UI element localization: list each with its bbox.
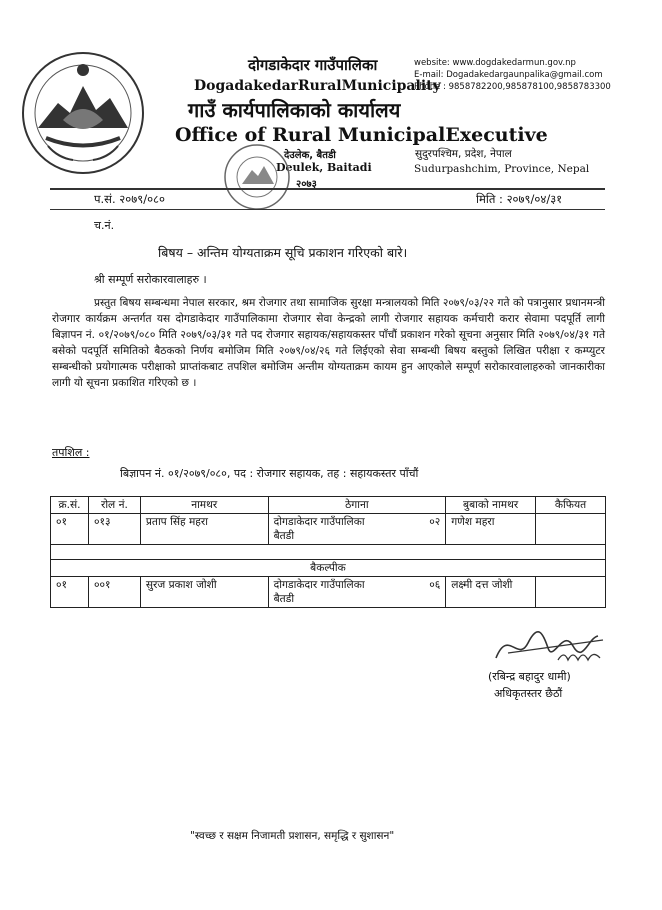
table-row (51, 514, 606, 545)
col-header-roll: रोल नं. (88, 497, 140, 514)
signatory-title: अधिकृतस्तर छैठौं (494, 687, 563, 700)
location-en: Deulek, Baitadi (276, 161, 372, 174)
table-row (51, 577, 606, 608)
nepal-emblem-icon (18, 48, 148, 178)
cell-address (268, 514, 446, 545)
col-header-sn: क्र.सं. (51, 497, 89, 514)
alternate-label-row (51, 560, 606, 577)
cell-address (268, 577, 446, 608)
cell-remarks (536, 514, 606, 545)
col-header-father: बुबाको नामथर (446, 497, 536, 514)
cell-sn: ०१ (51, 577, 89, 608)
chalani-number: च.नं. (94, 219, 115, 232)
col-header-remarks: कैफियत (536, 497, 606, 514)
salutation: श्री सम्पूर्ण सरोकारवालाहरु । (94, 273, 207, 286)
body-paragraph: प्रस्तुत बिषय सम्बन्धमा नेपाल सरकार, श्रम रोजगार तथा सामाजिक सुरक्षा मन्त्रालयको मिति २०७९/०३/२२ गते को पत्रानुसार प्रधानमन्त्री रोजगार कार्यक्रम अन्तर्गत यस दोगडाकेदार गाउँपालिकामा रोजगार सेवा केन्द्रको लागी रोजगार सहायक कर्मचारी करार सेवामा पदपूर्ति लागी बिज्ञापन नं. ०१/२०७९/०८० मिति २०७९/०३/३१ गते पद रोजगार सहायक/सहायकस्तर पाँचौं प्रकाशन गरेको सूचना अनुसार मिति २०७९/०४/३१ गते बसेको पदपूर्ति समितिको बैठकको निर्णय बमोजिम मिति २०७९/०४/२६ गते लिईएको सेवा सम्बन्धी बिषय बस्तुको लिखित परीक्षा र कम्प्युटर सम्बन्धीको प्रयोगात्मक परीक्षाको प्राप्तांकबाट तपशिल बमोजिम अन्तीम योग्यताक्रम कायम हुन आएकोले सम्पूर्ण सरोकारवालाहरुको जानकारीका लागी यो सूचना प्रकाशित गरिएको छ । (52, 297, 605, 389)
cell-name: सुरज प्रकाश जोशी (140, 577, 268, 608)
province-np: सुदुरपश्चिम, प्रदेश, नेपाल (415, 148, 512, 160)
province-en: Sudurpashchim, Province, Nepal (414, 163, 590, 175)
office-name-en: DogadakedarRuralMunicipality (194, 78, 441, 94)
subject-line: बिषय – अन्तिम योग्यताक्रम सूचि प्रकाशन गरिएको बारे। (158, 245, 408, 260)
office-seal-icon (222, 142, 292, 212)
merit-list-table (50, 496, 606, 608)
details-heading: तपशिल : (52, 446, 90, 459)
address-line-1: दोगडाकेदार गाउँपालिका (273, 516, 365, 528)
signature-icon (488, 618, 618, 673)
col-header-address: ठेगाना (268, 497, 446, 514)
table-spacer-row (51, 545, 606, 560)
cell-roll: ००१ (88, 577, 140, 608)
cell-roll: ०१३ (88, 514, 140, 545)
signatory-name: (रबिन्द्र बहादुर धामी) (488, 670, 571, 683)
executive-office-en: Office of Rural MunicipalExecutive (175, 124, 548, 146)
established-year: २०७३ (296, 179, 317, 190)
address-line-2: बैतडी (273, 530, 295, 542)
alternate-label: बैकल्पीक (51, 560, 606, 577)
ref-divider (50, 209, 605, 210)
address-ward: ०२ (429, 516, 441, 528)
footer-slogan: "स्वच्छ र सक्षम निजामती प्रशासन, समृद्धि र सुशासन" (190, 830, 395, 842)
table-header-row (51, 497, 606, 514)
email-text: E-mail: Dogadakedargaunpalika@gmail.com (414, 70, 603, 80)
advertisement-line: बिज्ञापन नं. ०१/२०७९/०८०, पद : रोजगार सहायक, तह : सहायकस्तर पाँचौं (120, 467, 419, 480)
cell-sn: ०१ (51, 514, 89, 545)
col-header-name: नामथर (140, 497, 268, 514)
cell-remarks (536, 577, 606, 608)
address-line-2: बैतडी (273, 593, 295, 605)
website-text: website: www.dogdakedarmun.gov.np (414, 58, 576, 68)
address-line-1: दोगडाकेदार गाउँपालिका (273, 579, 365, 591)
cell-father: लक्ष्मी दत्त जोशी (446, 577, 536, 608)
location-np: देउलेक, बैतडी (284, 150, 336, 161)
letter-date: मिति : २०७९/०४/३१ (476, 192, 563, 206)
reference-number: प.सं. २०७९/०८० (94, 192, 166, 206)
office-name-np: दोगडाकेदार गाउँपालिका (248, 56, 378, 74)
phone-text: Phone : 9858782200,985878100,9858783300 (414, 82, 611, 92)
cell-father: गणेश महरा (446, 514, 536, 545)
address-ward: ०६ (429, 579, 441, 591)
header-divider (50, 188, 605, 190)
cell-name: प्रताप सिंह महरा (140, 514, 268, 545)
executive-office-np: गाउँ कार्यपालिकाको कार्यालय (188, 98, 401, 122)
